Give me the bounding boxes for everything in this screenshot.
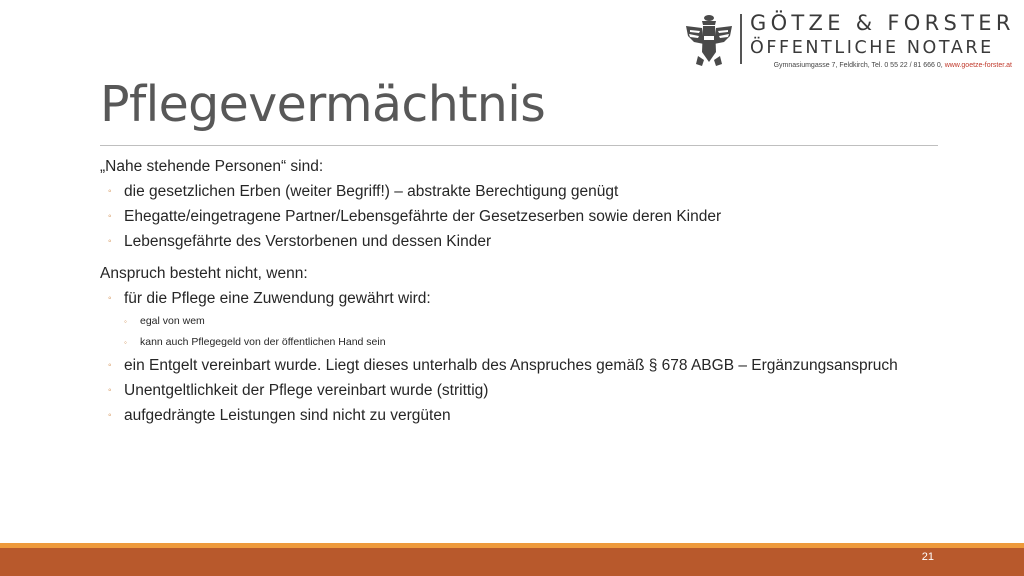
firm-logo xyxy=(682,8,1022,80)
title-divider xyxy=(100,145,938,146)
list-item-text: die gesetzlichen Erben (weiter Begriff!) – abstrakte Berechtigung genügt xyxy=(124,183,619,200)
footer-bar xyxy=(0,548,1024,576)
logo-divider xyxy=(740,14,742,64)
list-item xyxy=(100,179,960,204)
bullet-icon: ◦ xyxy=(108,186,112,197)
firm-subtitle: ÖFFENTLICHE NOTARE xyxy=(750,38,994,58)
sub-list-item-text: kann auch Pflegegeld von der öffentlichen Hand sein xyxy=(140,336,386,348)
list-item xyxy=(100,353,960,378)
slide-title: Pflegevermächtnis xyxy=(100,76,546,133)
page-number: 21 xyxy=(921,551,934,563)
list-item-text: Unentgeltlichkeit der Pflege vereinbart wurde (strittig) xyxy=(124,382,489,399)
list-item xyxy=(100,229,960,254)
address-text: Gymnasiumgasse 7, Feldkirch, Tel. 0 55 22 / 81 666 0, xyxy=(773,62,943,69)
list-item-text: aufgedrängte Leistungen sind nicht zu vergüten xyxy=(124,407,451,424)
list-item-text: Lebensgefährte des Verstorbenen und dessen Kinder xyxy=(124,233,492,250)
bullet-icon: ◦ xyxy=(108,360,112,371)
firm-name: GÖTZE & FORSTER xyxy=(750,11,1015,35)
bullet-icon: ◦ xyxy=(124,338,127,347)
sub-list-item xyxy=(100,332,960,353)
list-item-text: Ehegatte/eingetragene Partner/Lebensgefährte der Gesetzeserben sowie deren Kinder xyxy=(124,208,722,225)
sub-list-item-text: egal von wem xyxy=(140,315,205,327)
list-item-text: für die Pflege eine Zuwendung gewährt wird: xyxy=(124,290,431,307)
list-item xyxy=(100,204,960,229)
website-link[interactable]: www.goetze-forster.at xyxy=(944,62,1012,69)
section-gap xyxy=(100,254,960,262)
bullet-icon: ◦ xyxy=(108,236,112,247)
bullet-icon: ◦ xyxy=(108,385,112,396)
section-heading-persons: „Nahe stehende Personen“ sind: xyxy=(100,158,324,175)
slide-content xyxy=(100,155,960,428)
list-item xyxy=(100,378,960,403)
austrian-eagle-icon xyxy=(684,12,734,68)
bullet-icon: ◦ xyxy=(108,293,112,304)
bullet-icon: ◦ xyxy=(108,211,112,222)
list-item xyxy=(100,286,960,311)
list-item xyxy=(100,403,960,428)
sub-list-item xyxy=(100,311,960,332)
list-item-text: ein Entgelt vereinbart wurde. Liegt dieses unterhalb des Anspruches gemäß § 678 ABGB – Ergänzungsanspruch xyxy=(124,357,898,374)
firm-address xyxy=(774,62,1012,69)
section-heading-claim: Anspruch besteht nicht, wenn: xyxy=(100,265,308,282)
bullet-icon: ◦ xyxy=(124,317,127,326)
bullet-icon: ◦ xyxy=(108,410,112,421)
